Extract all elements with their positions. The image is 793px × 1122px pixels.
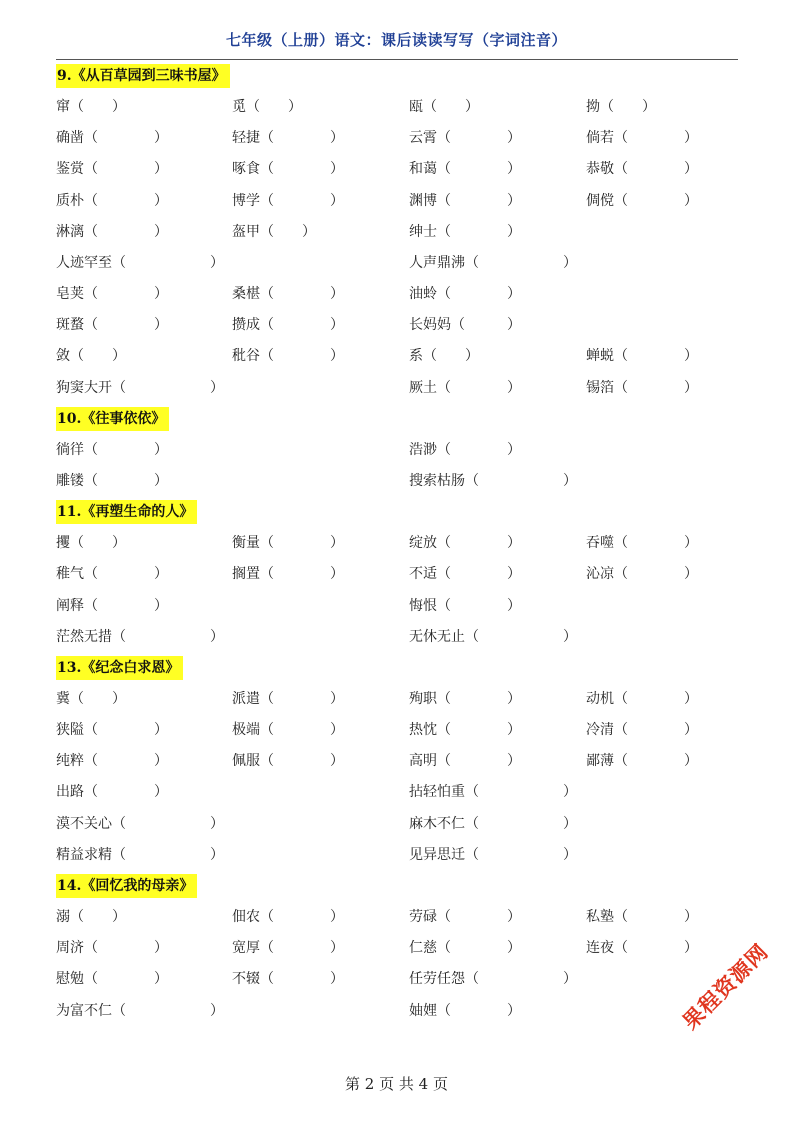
- vocab-item: 周济（ ）: [56, 940, 168, 957]
- vocab-item: 秕谷（ ）: [232, 348, 344, 365]
- vocab-item: 佃农（ ）: [232, 909, 344, 926]
- vocab-row: [0, 282, 793, 306]
- vocab-row: [0, 469, 793, 493]
- vocab-item: 敛（ ）: [56, 348, 126, 365]
- section-title: 11.《再塑生命的人》: [56, 500, 197, 524]
- section-title: 9.《从百草园到三味书屋》: [56, 64, 230, 88]
- vocab-item: 油蛉（ ）: [409, 286, 521, 303]
- vocab-item: 精益求精（ ）: [56, 846, 224, 863]
- vocab-item: 任劳任怨（ ）: [409, 971, 577, 988]
- vocab-item: 皂荚（ ）: [56, 286, 168, 303]
- vocab-item: 佩服（ ）: [232, 753, 344, 770]
- vocab-item: 轻捷（ ）: [232, 130, 344, 147]
- vocab-item: 狗窦大开（ ）: [56, 379, 224, 396]
- vocab-item: 搁置（ ）: [232, 566, 344, 583]
- vocab-row: [0, 189, 793, 213]
- vocab-row: [0, 376, 793, 400]
- vocab-row: [0, 625, 793, 649]
- vocab-item: 倜傥（ ）: [586, 192, 698, 209]
- watermark-logo: 果程资源网: [678, 939, 773, 1035]
- vocab-item: 搜索枯肠（ ）: [409, 472, 577, 489]
- vocab-item: 窜（ ）: [56, 99, 126, 116]
- vocab-item: 悔恨（ ）: [409, 597, 521, 614]
- vocab-row: [0, 749, 793, 773]
- vocab-row: [0, 438, 793, 462]
- vocab-row: [0, 718, 793, 742]
- vocab-item: 绅士（ ）: [409, 223, 521, 240]
- vocab-item: 拈轻怕重（ ）: [409, 784, 577, 801]
- vocab-row: [0, 999, 793, 1023]
- vocab-item: 攫（ ）: [56, 535, 126, 552]
- vocab-item: 劳碌（ ）: [409, 909, 521, 926]
- vocab-item: 无休无止（ ）: [409, 628, 577, 645]
- vocab-item: 厥土（ ）: [409, 379, 521, 396]
- vocab-row: [0, 594, 793, 618]
- vocab-row: [0, 812, 793, 836]
- vocab-item: 茫然无措（ ）: [56, 628, 224, 645]
- vocab-item: 倘若（ ）: [586, 130, 698, 147]
- vocab-item: 浩渺（ ）: [409, 441, 521, 458]
- section-title: 13.《纪念白求恩》: [56, 656, 183, 680]
- vocab-item: 觅（ ）: [232, 99, 302, 116]
- vocab-item: 慰勉（ ）: [56, 971, 168, 988]
- vocab-item: 私塾（ ）: [586, 909, 698, 926]
- vocab-row: [0, 967, 793, 991]
- vocab-row: [0, 936, 793, 960]
- vocab-item: 连夜（ ）: [586, 940, 698, 957]
- vocab-item: 系（ ）: [409, 348, 479, 365]
- vocab-item: 雕镂（ ）: [56, 472, 168, 489]
- vocab-row: [0, 313, 793, 337]
- vocab-row: [0, 905, 793, 929]
- vocab-row: [0, 562, 793, 586]
- vocab-item: 冀（ ）: [56, 691, 126, 707]
- vocab-item: 衡量（ ）: [232, 535, 344, 552]
- section-title: 10.《往事依依》: [56, 407, 169, 431]
- vocab-item: 恭敬（ ）: [586, 161, 698, 178]
- vocab-item: 狭隘（ ）: [56, 722, 168, 739]
- vocab-item: 派遣（ ）: [232, 691, 344, 707]
- vocab-item: 高明（ ）: [409, 753, 521, 770]
- vocab-item: 鄙薄（ ）: [586, 753, 698, 770]
- vocab-item: 不适（ ）: [409, 566, 521, 583]
- vocab-item: 见异思迁（ ）: [409, 846, 577, 863]
- vocab-item: 云霄（ ）: [409, 130, 521, 147]
- vocab-item: 漠不关心（ ）: [56, 815, 224, 832]
- vocab-item: 人声鼎沸（ ）: [409, 254, 577, 271]
- vocab-item: 宽厚（ ）: [232, 940, 344, 957]
- vocab-row: [0, 126, 793, 150]
- page-number: 第 2 页 共 4 页: [345, 1075, 448, 1093]
- vocab-row: [0, 95, 793, 119]
- vocab-item: 桑椹（ ）: [232, 286, 344, 303]
- vocab-item: 极端（ ）: [232, 722, 344, 739]
- vocab-item: 吞噬（ ）: [586, 535, 698, 552]
- vocab-item: 长妈妈（ ）: [409, 317, 521, 334]
- vocab-item: 淋漓（ ）: [56, 223, 168, 240]
- vocab-item: 人迹罕至（ ）: [56, 254, 224, 271]
- vocab-item: 不辍（ ）: [232, 971, 344, 988]
- vocab-row: [0, 687, 793, 711]
- vocab-item: 麻木不仁（ ）: [409, 815, 577, 832]
- vocab-item: 盔甲（ ）: [232, 223, 316, 240]
- vocab-item: 绽放（ ）: [409, 535, 521, 552]
- vocab-item: 攒成（ ）: [232, 317, 344, 334]
- vocab-item: 拗（ ）: [586, 99, 656, 116]
- vocab-item: 妯娌（ ）: [409, 1002, 521, 1019]
- vocab-item: 和蔼（ ）: [409, 161, 521, 178]
- vocab-item: 热忱（ ）: [409, 722, 521, 739]
- section-title: 14.《回忆我的母亲》: [56, 874, 197, 898]
- vocab-row: [0, 251, 793, 275]
- vocab-item: 仁慈（ ）: [409, 940, 521, 957]
- vocab-item: 沁凉（ ）: [586, 566, 698, 583]
- vocab-item: 溺（ ）: [56, 909, 126, 926]
- vocab-item: 冷清（ ）: [586, 722, 698, 739]
- vocab-item: 锡箔（ ）: [586, 379, 698, 396]
- vocab-row: [0, 843, 793, 867]
- vocab-item: 蝉蜕（ ）: [586, 348, 698, 365]
- vocab-row: [0, 220, 793, 244]
- vocab-item: 出路（ ）: [56, 784, 168, 801]
- vocab-item: 徜徉（ ）: [56, 441, 168, 458]
- vocab-item: 质朴（ ）: [56, 192, 168, 209]
- vocab-item: 啄食（ ）: [232, 161, 344, 178]
- vocab-item: 确凿（ ）: [56, 130, 168, 147]
- vocab-item: 殉职（ ）: [409, 691, 521, 707]
- vocab-item: 瓯（ ）: [409, 99, 479, 116]
- vocab-row: [0, 344, 793, 368]
- vocab-row: [0, 531, 793, 555]
- vocab-item: 稚气（ ）: [56, 566, 168, 583]
- vocab-item: 鉴赏（ ）: [56, 161, 168, 178]
- vocab-item: 动机（ ）: [586, 691, 698, 707]
- vocab-row: [0, 157, 793, 181]
- vocab-item: 渊博（ ）: [409, 192, 521, 209]
- vocab-row: [0, 780, 793, 804]
- page-title: 七年级（上册）语文：课后读读写写（字词注音）: [225, 31, 567, 49]
- vocab-item: 阐释（ ）: [56, 597, 168, 614]
- header-divider: [56, 59, 738, 60]
- vocab-item: 斑蝥（ ）: [56, 317, 168, 334]
- vocab-item: 博学（ ）: [232, 192, 344, 209]
- vocab-item: 为富不仁（ ）: [56, 1002, 224, 1019]
- vocab-item: 纯粹（ ）: [56, 753, 168, 770]
